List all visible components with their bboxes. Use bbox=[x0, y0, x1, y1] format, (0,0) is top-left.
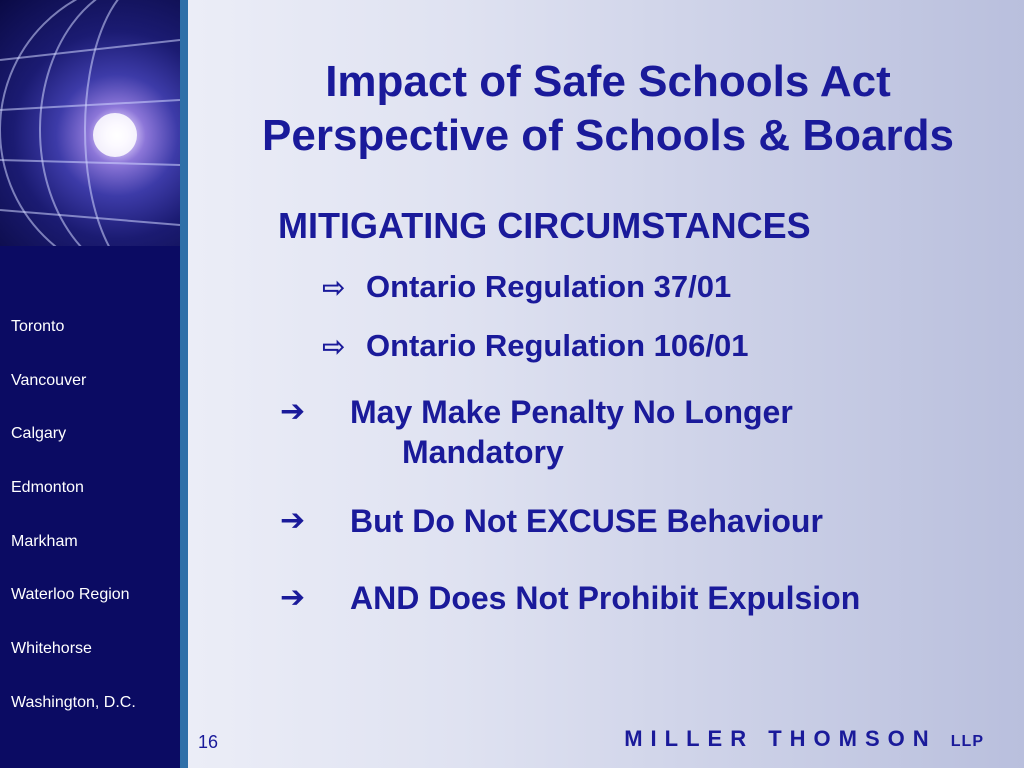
sidebar-edge bbox=[180, 0, 188, 768]
bullet-point bbox=[280, 392, 793, 472]
city-item: Vancouver bbox=[11, 371, 87, 389]
slide-title bbox=[192, 55, 1024, 163]
firm-logo bbox=[624, 726, 984, 752]
point-text: AND Does Not Prohibit Expulsion bbox=[350, 580, 861, 616]
city-item: Toronto bbox=[11, 318, 65, 335]
bullet-point bbox=[280, 578, 860, 618]
slide-subtitle: MITIGATING CIRCUMSTANCES bbox=[278, 205, 811, 246]
city-item: Washington, D.C. bbox=[11, 693, 136, 711]
bold-right-arrow-icon: ➔ bbox=[280, 504, 306, 537]
city-item: Edmonton bbox=[11, 479, 84, 497]
city-item: Waterloo Region bbox=[11, 586, 130, 604]
title-line-1: Impact of Safe Schools Act bbox=[325, 57, 891, 106]
point-text-continued: Mandatory bbox=[402, 434, 564, 470]
city-list bbox=[0, 300, 180, 730]
firm-name: MILLER THOMSON bbox=[624, 726, 937, 751]
outline-right-arrow-icon: ⇨ bbox=[322, 331, 346, 362]
regulation-label: Ontario Regulation 37/01 bbox=[366, 269, 732, 304]
bold-right-arrow-icon: ➔ bbox=[280, 395, 306, 428]
globe-grid-icon bbox=[0, 0, 180, 246]
globe-image bbox=[0, 0, 180, 246]
outline-right-arrow-icon: ⇨ bbox=[322, 272, 346, 303]
title-line-2: Perspective of Schools & Boards bbox=[262, 111, 954, 160]
firm-suffix: LLP bbox=[950, 733, 984, 750]
regulation-item bbox=[322, 268, 731, 307]
city-item: Calgary bbox=[11, 425, 67, 443]
regulation-label: Ontario Regulation 106/01 bbox=[366, 328, 749, 363]
bullet-point bbox=[280, 501, 823, 541]
bold-right-arrow-icon: ➔ bbox=[280, 581, 306, 614]
point-text: May Make Penalty No Longer bbox=[350, 394, 793, 430]
regulation-item bbox=[322, 327, 748, 366]
city-item: Whitehorse bbox=[11, 640, 92, 658]
point-text: But Do Not EXCUSE Behaviour bbox=[350, 503, 823, 539]
page-number: 16 bbox=[198, 732, 219, 752]
sidebar bbox=[0, 0, 180, 768]
city-item: Markham bbox=[11, 532, 78, 550]
